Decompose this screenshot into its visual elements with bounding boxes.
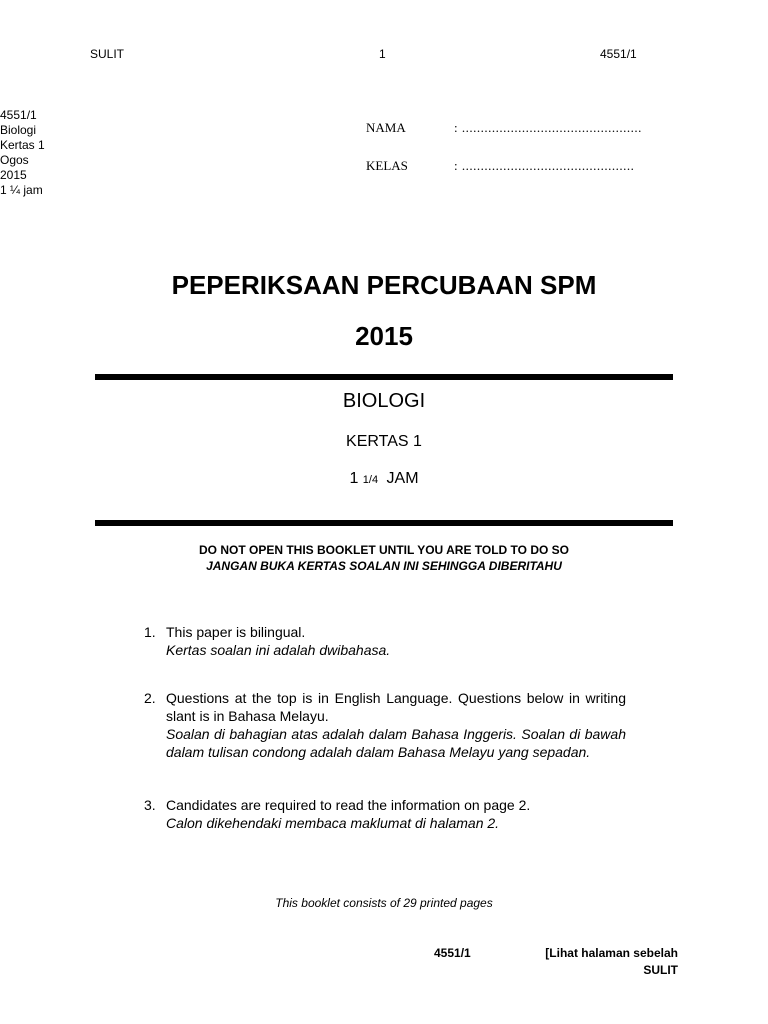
footer-next-page: [Lihat halaman sebelah xyxy=(545,946,678,960)
instruction-english: Candidates are required to read the information on page 2. xyxy=(166,797,531,813)
paper-info-block xyxy=(0,108,45,198)
divider-bottom xyxy=(95,520,673,526)
name-field[interactable] xyxy=(366,120,686,138)
header-classification: SULIT xyxy=(90,47,125,61)
header-paper-code: 4551/1 xyxy=(600,47,637,61)
class-label: KELAS xyxy=(366,158,408,173)
paper-info-subject: Biologi xyxy=(0,123,37,137)
instruction-number: 2. xyxy=(144,690,156,706)
subject-name: BIOLOGI xyxy=(342,390,426,412)
warning-english: DO NOT OPEN THIS BOOKLET UNTIL YOU ARE TOLD TO DO SO xyxy=(198,543,570,557)
instruction-item xyxy=(144,796,628,836)
duration-unit: JAM xyxy=(386,470,419,487)
footer-classification: SULIT xyxy=(643,963,678,977)
paper-info-code: 4551/1 xyxy=(0,108,37,122)
page-number: 1 xyxy=(379,47,386,61)
paper-info-year: 2015 xyxy=(0,168,27,182)
instruction-malay: Soalan di bahagian atas adalah dalam Bahasa Inggeris. Soalan di bawah dalam tulisan condong adalah dalam Bahasa Melayu yang sepadan. xyxy=(166,726,626,760)
instruction-english: This paper is bilingual. xyxy=(166,624,306,640)
instruction-item xyxy=(144,623,628,663)
divider-top xyxy=(95,374,673,380)
instruction-english: Questions at the top is in English Language. Questions below in writing slant is in Bahasa Melayu. xyxy=(166,690,626,724)
exam-year: 2015 xyxy=(355,321,413,351)
booklet-page-count: This booklet consists of 29 printed pages xyxy=(275,896,493,910)
paper-info-month: Ogos xyxy=(0,153,29,167)
paper-info-duration: 1 ¼ jam xyxy=(0,183,43,197)
duration xyxy=(0,470,768,488)
instruction-item xyxy=(144,689,628,781)
footer-paper-code: 4551/1 xyxy=(434,946,471,960)
paper-number: KERTAS 1 xyxy=(346,433,422,450)
name-label: NAMA xyxy=(366,120,406,135)
class-field[interactable] xyxy=(366,158,686,176)
paper-info-paper: Kertas 1 xyxy=(0,138,45,152)
class-line[interactable]: : .............................................. xyxy=(454,158,635,173)
exam-title: PEPERIKSAAN PERCUBAAN SPM xyxy=(171,270,597,300)
instruction-malay: Kertas soalan ini adalah dwibahasa. xyxy=(166,642,391,658)
instruction-number: 3. xyxy=(144,797,156,813)
instruction-number: 1. xyxy=(144,624,156,640)
name-line[interactable]: : ................................................ xyxy=(454,120,642,135)
duration-hours: 1 xyxy=(349,470,359,487)
instruction-malay: Calon dikehendaki membaca maklumat di halaman 2. xyxy=(166,815,500,831)
warning-malay: JANGAN BUKA KERTAS SOALAN INI SEHINGGA DIBERITAHU xyxy=(206,559,562,573)
duration-fraction: 1/4 xyxy=(362,474,379,486)
